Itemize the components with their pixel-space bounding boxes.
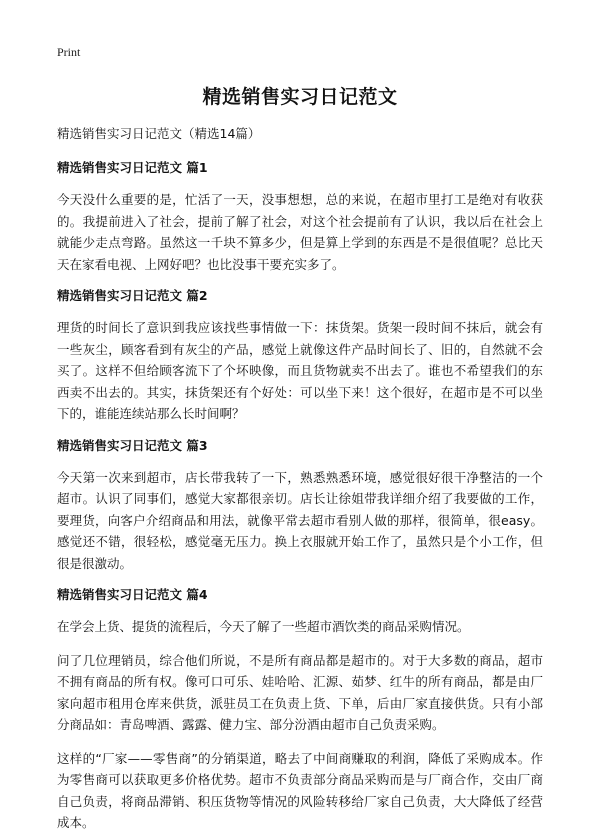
section-3 [57, 437, 543, 575]
paragraph: 问了几位理销员，综合他们所说，不是所有商品都是超市的。对于大多数的商品，超市不拥有商品的所有权。像可口可乐、娃哈哈、汇源、茹梦、红牛的所有商品，都是由厂家向超市租用仓库来供货，派驻员工在负责上货、下单，后由厂家直接供货。只有小部分商品如：青岛啤酒、露露、健力宝、部分汾酒由超市自己负责采购。 [57, 652, 543, 732]
section-4 [57, 586, 543, 834]
print-label: Print [57, 45, 81, 59]
section-heading: 精选销售实习日记范文 篇1 [57, 160, 208, 175]
section-1 [57, 159, 543, 275]
paragraph: 理货的时间长了意识到我应该找些事情做一下：抹货架。货架一段时间不抹后，就会有一些灰尘，顾客看到有灰尘的产品，感觉上就像这件产品时间长了、旧的，自然就不会买了。这样不但给顾客流下了个坏映像，而且货物就卖不出去了。谁也不希望我们的东西卖不出去的。其实，抹货架还有个好处：可以坐下来！这个很好，在超市是不可以坐下的，谁能连续站那么长时间啊？ [57, 320, 543, 421]
paragraph: 今天第一次来到超市，店长带我转了一下，熟悉熟悉环境，感觉很好很干净整洁的一个超市。认识了同事们，感觉大家都很亲切。店长让徐姐带我详细介绍了我要做的工作，要理货，向客户介绍商品和用法，就像平常去超市看别人做的那样，很简单，很easy。感觉还不错，很轻松，感觉毫无压力。换上衣服就开始工作了，虽然只是个小工作，但很是很激动。 [57, 469, 543, 571]
section-2 [57, 287, 543, 425]
section-heading: 精选销售实习日记范文 篇2 [57, 288, 208, 303]
section-heading: 精选销售实习日记范文 篇3 [57, 437, 208, 453]
document-title: 精选销售实习日记范文 [202, 86, 398, 108]
paragraph: 今天没什么重要的是，忙活了一天，没事想想，总的来说，在超市里打工是绝对有收获的。我提前进入了社会，提前了解了社会，对这个社会提前有了认识，我以后在社会上就能少走点弯路。虽然这一千块不算多少，但是算上学到的东西是不是很值呢？总比天天在家看电视、上网好吧？也比没事干要充实多了。 [57, 192, 543, 272]
section-heading: 精选销售实习日记范文 篇4 [57, 587, 208, 602]
document-subtitle: 精选销售实习日记范文（精选14篇） [57, 126, 261, 141]
paragraph: 在学会上货、提货的流程后，今天了解了一些超市酒饮类的商品采购情况。 [57, 619, 470, 634]
paragraph: 这样的“厂家——零售商”的分销渠道，略去了中间商赚取的利润，降低了采购成本。作为零售商可以获取更多价格优势。超市不负责部分商品采购而是与厂商合作，交由厂商自己负责，将商品滞销、积压货物等情况的风险转移给厂家自己负责，大大降低了经营成本。 [57, 750, 543, 830]
